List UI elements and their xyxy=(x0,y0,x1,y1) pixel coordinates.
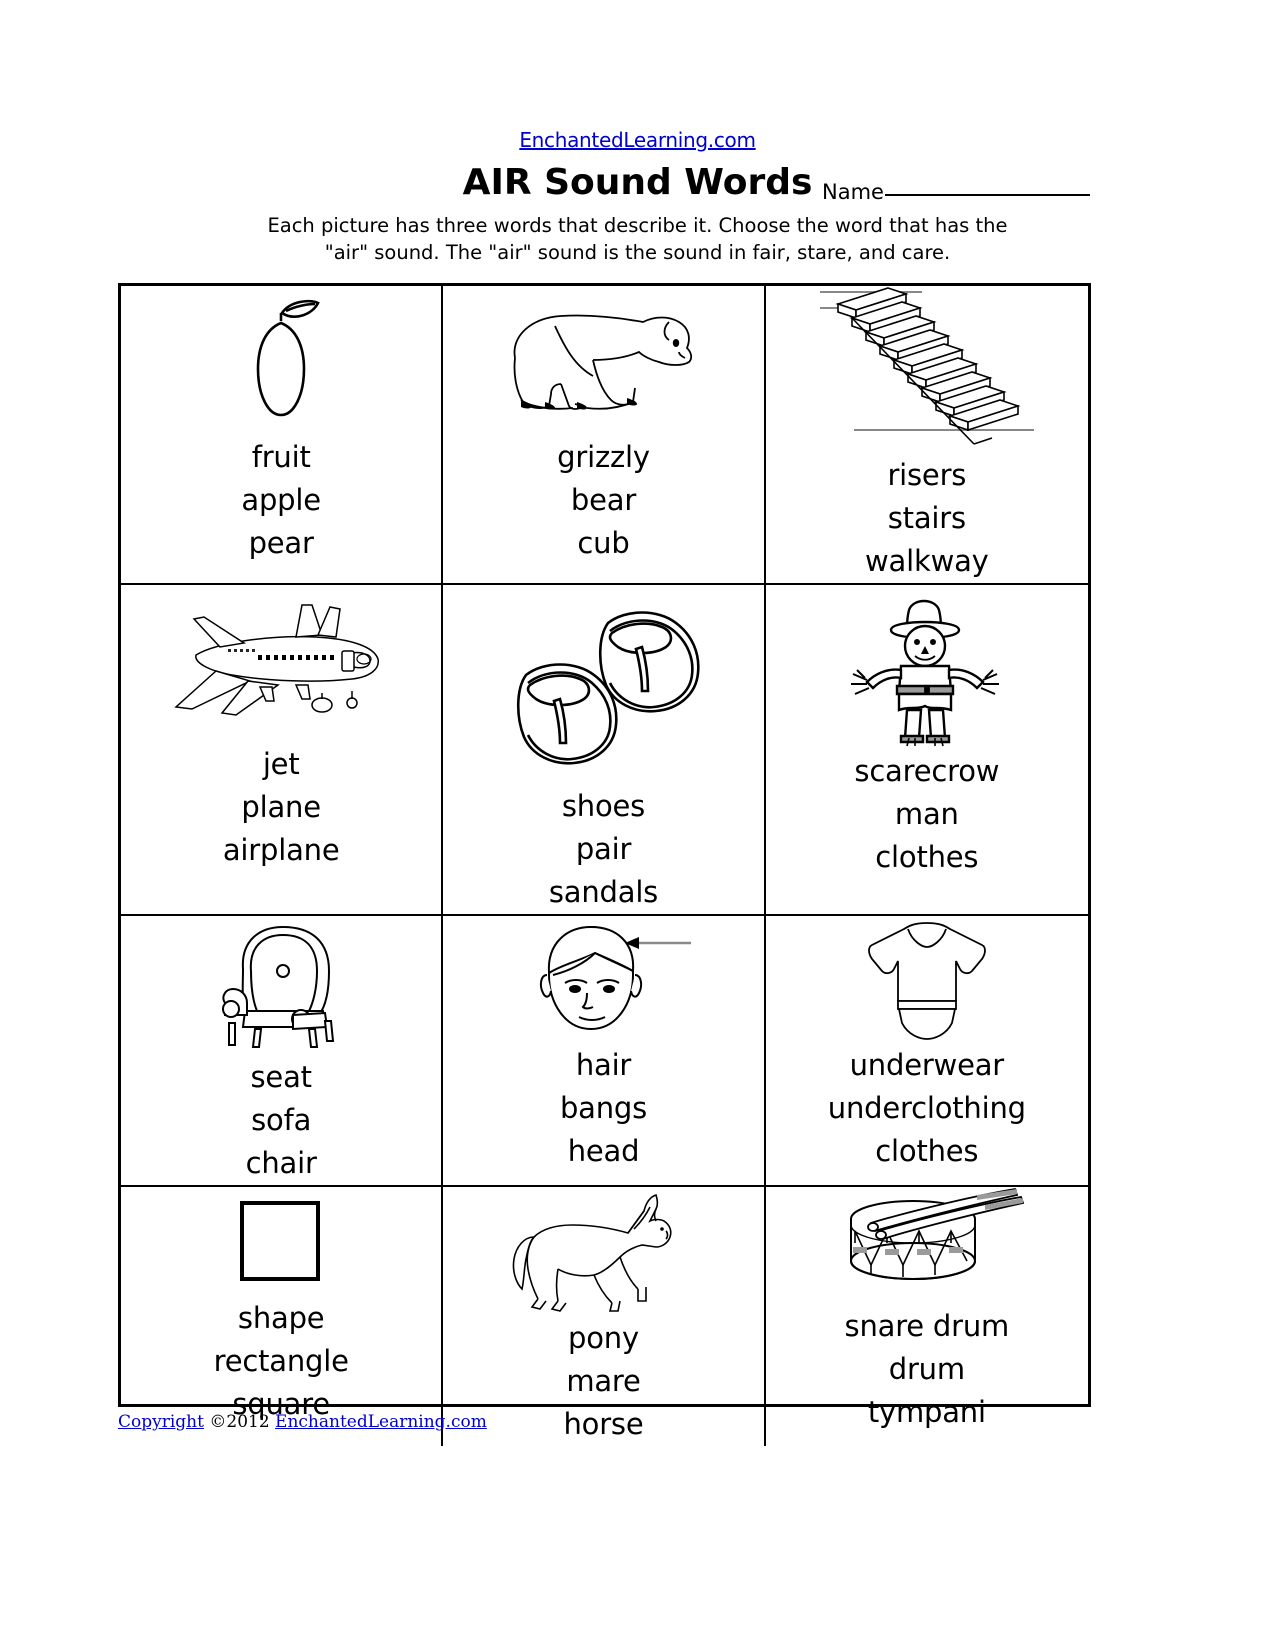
word-option[interactable]: risers xyxy=(887,458,967,492)
word-option[interactable]: airplane xyxy=(222,833,340,867)
word-option[interactable]: shoes xyxy=(561,789,646,823)
grid-cell[interactable] xyxy=(766,916,1088,1187)
word-option[interactable]: hair xyxy=(575,1048,632,1082)
word-option[interactable]: pony xyxy=(568,1321,639,1355)
word-option[interactable]: shape xyxy=(237,1301,325,1335)
pear-icon xyxy=(121,286,441,436)
word-option[interactable]: seat xyxy=(250,1060,312,1094)
name-write-line[interactable] xyxy=(885,194,1090,196)
airplane-icon xyxy=(121,585,441,743)
word-option[interactable]: clothes xyxy=(875,840,979,874)
word-option[interactable]: horse xyxy=(563,1407,644,1441)
word-option[interactable]: stairs xyxy=(887,501,966,535)
word-list xyxy=(121,743,441,872)
name-field[interactable] xyxy=(822,180,1092,204)
word-option[interactable]: pair xyxy=(575,832,632,866)
word-option[interactable]: drum xyxy=(888,1352,965,1386)
word-option[interactable]: pear xyxy=(248,526,314,560)
grid-cell[interactable] xyxy=(766,585,1088,916)
word-option[interactable]: underwear xyxy=(849,1048,1005,1082)
instruction-line-1: Each picture has three words that describe it. Choose the word that has the xyxy=(267,214,1008,237)
copyright-year: ©2012 xyxy=(203,1412,276,1432)
word-option[interactable]: scarecrow xyxy=(854,754,1000,788)
word-list xyxy=(766,454,1088,583)
grid-cell[interactable] xyxy=(443,916,765,1187)
site-link-top[interactable]: EnchantedLearning.com xyxy=(519,128,756,152)
snare-drum-icon xyxy=(766,1187,1088,1305)
word-list xyxy=(766,750,1088,879)
stairs-icon xyxy=(766,286,1088,454)
word-option[interactable]: rectangle xyxy=(213,1344,349,1378)
word-option[interactable]: mare xyxy=(566,1364,641,1398)
face-hair-icon xyxy=(443,916,763,1044)
grid-cell[interactable] xyxy=(766,1187,1088,1446)
word-option[interactable]: sofa xyxy=(251,1103,312,1137)
word-option[interactable]: bangs xyxy=(559,1091,648,1125)
word-option[interactable]: jet xyxy=(262,747,300,781)
word-option[interactable]: square xyxy=(232,1387,330,1421)
footer-copyright xyxy=(118,1412,487,1432)
word-list xyxy=(443,1317,763,1446)
horse-icon xyxy=(443,1187,763,1317)
word-option[interactable]: head xyxy=(567,1134,640,1168)
word-option[interactable]: snare drum xyxy=(844,1309,1010,1343)
square-icon xyxy=(121,1187,441,1297)
word-list xyxy=(766,1044,1088,1173)
word-option[interactable]: grizzly xyxy=(557,440,650,474)
word-list xyxy=(443,436,763,565)
grid-cell[interactable] xyxy=(121,585,443,916)
word-list xyxy=(121,1056,441,1185)
word-option[interactable]: chair xyxy=(245,1146,317,1180)
name-label: Name xyxy=(822,180,884,204)
grid-cell[interactable] xyxy=(121,916,443,1187)
copyright-link[interactable]: Copyright xyxy=(118,1412,204,1432)
word-option[interactable]: plane xyxy=(241,790,321,824)
word-option[interactable]: clothes xyxy=(875,1134,979,1168)
grid-cell[interactable] xyxy=(443,286,765,585)
word-option[interactable]: fruit xyxy=(251,440,311,474)
word-option[interactable]: tympani xyxy=(867,1395,986,1429)
word-option[interactable]: man xyxy=(894,797,959,831)
page-title: AIR Sound Words xyxy=(462,162,813,203)
bear-icon xyxy=(443,286,763,436)
grid-cell[interactable] xyxy=(121,286,443,585)
word-option[interactable]: sandals xyxy=(548,875,659,909)
instruction-line-2: "air" sound. The "air" sound is the sound in fair, stare, and care. xyxy=(324,241,951,264)
grid-cell[interactable] xyxy=(766,286,1088,585)
armchair-icon xyxy=(121,916,441,1056)
word-option[interactable]: cub xyxy=(577,526,630,560)
grid-cell[interactable] xyxy=(121,1187,443,1446)
word-option[interactable]: walkway xyxy=(865,544,989,578)
word-list xyxy=(121,436,441,565)
scarecrow-icon xyxy=(766,585,1088,750)
word-option[interactable]: bear xyxy=(570,483,637,517)
grid-cell[interactable] xyxy=(443,585,765,916)
sandals-icon xyxy=(443,585,763,785)
instructions xyxy=(0,212,1275,266)
grid-cell[interactable] xyxy=(443,1187,765,1446)
word-list xyxy=(766,1305,1088,1434)
word-list xyxy=(121,1297,441,1426)
onesie-icon xyxy=(766,916,1088,1044)
site-link-footer[interactable]: EnchantedLearning.com xyxy=(275,1412,487,1432)
word-list xyxy=(443,785,763,914)
word-list xyxy=(443,1044,763,1173)
word-option[interactable]: underclothing xyxy=(827,1091,1026,1125)
word-option[interactable]: apple xyxy=(241,483,321,517)
